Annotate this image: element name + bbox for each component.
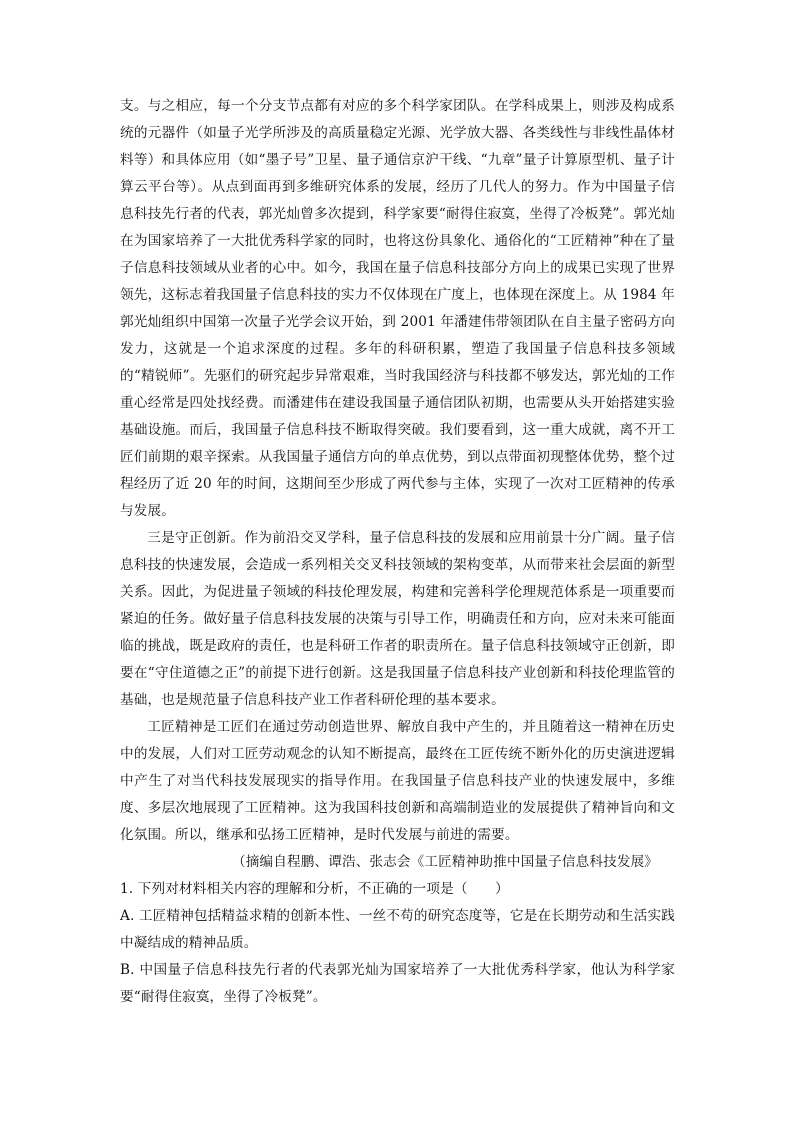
question-1-stem: 1. 下列对材料相关内容的理解和分析，不正确的一项是（ ） xyxy=(120,881,509,897)
article-paragraph-2: 三是守正创新。作为前沿交叉学科，量子信息科技的发展和应用前景十分广阔。量子信息科技的快速发展，会造成一系列相关交叉科技领域的架构变革，从而带来社会层面的新型关系。因此，为促进量子领域的科技伦理发展，构建和完善科学伦理规范体系是一项重要而紧迫的任务。做好量子信息科技发展的决策与引导工作，明确责任和方向，应对未来可能面临的挑战，既是政府的责任，也是科研工作者的职责所在。量子信息科技领域守正创新，即要在“守住道德之正”的前提下进行创新。这是我国量子信息科技产业创新和科技伦理监管的基础，也是规范量子信息科技产业工作者科研伦理的基本要求。 xyxy=(120,530,675,708)
question-1-option-b: B. 中国量子信息科技先行者的代表郭光灿为国家培养了一大批优秀科学家，他认为科学家要“耐得住寂寞，坐得了冷板凳”。 xyxy=(120,962,675,1005)
question-1-option-a: A. 工匠精神包括精益求精的创新本性、一丝不苟的研究态度等，它是在长期劳动和生活实践中凝结成的精神品质。 xyxy=(120,908,675,951)
article-paragraph-1: 支。与之相应，每一个分支节点都有对应的多个科学家团队。在学科成果上，则涉及构成系统的元器件（如量子光学所涉及的高质量稳定光源、光学放大器、各类线性与非线性晶体材料等）和具体应用（如“墨子号”卫星、量子通信京沪干线、“九章”量子计算原型机、量子计算云平台等）。从点到面再到多维研究体系的发展，经历了几代人的努力。作为中国量子信息科技先行者的代表，郭光灿曾多次提到，科学家要“耐得住寂寞，坐得了冷板凳”。郭光灿在为国家培养了一大批优秀科学家的同时，也将这份具象化、通俗化的“工匠精神”种在了量子信息科技领域从业者的心中。如今，我国在量子信息科技部分方向上的成果已实现了世界领先，这标志着我国量子信息科技的实力不仅体现在广度上，也体现在深度上。从 1984 年郭光灿组织中国第一次量子光学会议开始，到 2001 年潘建伟带领团队在自主量子密码方向发力，这就是一个追求深度的过程。多年的科研积累，塑造了我国量子信息科技多领域的“精锐师”。先驱们的研究起步异常艰难，当时我国经济与科技都不够发达，郭光灿的工作重心经常是四处找经费。而潘建伟在建设我国量子通信团队初期，也需要从头开始搭建实验基础设施。而后，我国量子信息科技不断取得突破。我们要看到，这一重大成就，离不开工匠们前期的艰辛探索。从我国量子通信方向的单点优势，到以点带面初现整体优势，整个过程经历了近 20 年的时间，这期间至少形成了两代参与主体，实现了一次对工匠精神的传承与发展。 xyxy=(120,98,675,519)
article-paragraph-3: 工匠精神是工匠们在通过劳动创造世界、解放自我中产生的，并且随着这一精神在历史中的发展，人们对工匠劳动观念的认知不断提高，最终在工匠传统不断外化的历史演进逻辑中产生了对当代科技发展现实的指导作用。在我国量子信息科技产业的快速发展中，多维度、多层次地展现了工匠精神。这为我国科技创新和高端制造业的发展提供了精神旨向和文化氛围。所以，继承和弘扬工匠精神，是时代发展与前进的需要。 xyxy=(120,719,675,843)
document-page xyxy=(120,93,675,1011)
article-source: （摘编自程鹏、谭浩、张志会《工匠精神助推中国量子信息科技发展》 xyxy=(232,854,659,870)
